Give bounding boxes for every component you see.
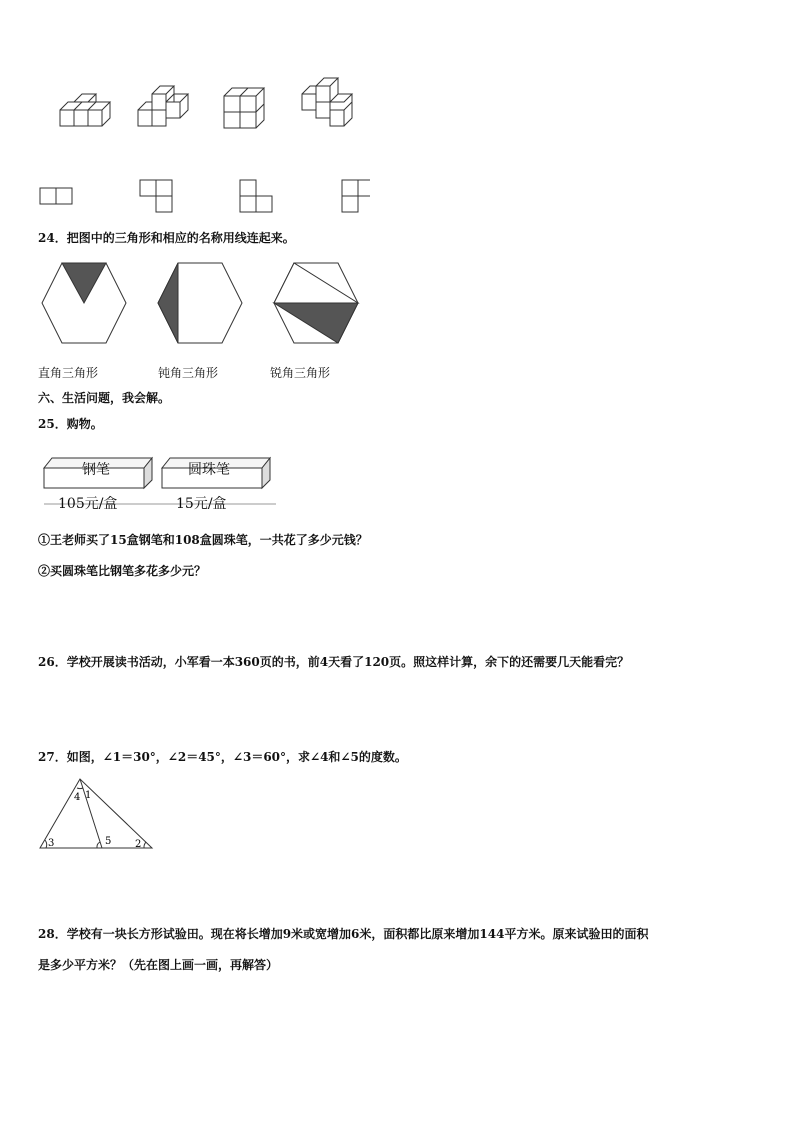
angle-label-1: 1 [85,790,92,801]
triangle-name-obtuse: 钝角三角形 [158,366,219,380]
hexagon-figures [38,260,378,346]
question-number: 27． [38,750,67,764]
triangle-name-acute: 锐角三角形 [270,366,331,380]
question-number: 25． [38,417,67,431]
question-number: 26． [38,655,67,669]
question-number: 24． [38,231,67,245]
question-26 [38,654,629,670]
cube-figure-1 [60,94,110,126]
question-text: 学校开展读书活动，小军看一本360页的书，前4天看了120页。照这样计算，余下的还需要几天能看完？ [66,655,630,669]
ballpen-name: 圆珠笔 [188,462,230,478]
angle-label-2: 2 [135,839,142,850]
hexagon-1 [42,263,126,343]
question-25-sub-2 [38,563,206,579]
question-25 [38,416,103,432]
angle-label-4: 4 [74,792,81,803]
question-25-sub-1 [38,532,368,548]
cube-figure-3 [224,88,264,128]
angle-label-5: 5 [105,836,112,847]
triangle-figure [36,776,156,852]
sub-marker: ② [38,564,51,578]
question-text: 把图中的三角形和相应的名称用线连起来。 [66,231,295,245]
pen-name: 钢笔 [82,462,110,478]
question-24 [38,230,295,246]
triangle-name-right: 直角三角形 [38,366,99,380]
hexagon-2 [158,263,242,343]
cube-figure-4 [302,78,352,126]
sub-text: 王老师买了15盒钢笔和108盒圆珠笔，一共花了多少元钱？ [50,533,368,547]
sub-marker: ① [38,533,51,547]
question-text: 如图，∠1＝30°，∠2＝45°，∠3＝60°，求∠4和∠5的度数。 [66,750,407,764]
question-27 [38,749,407,765]
question-number: 28． [38,927,67,941]
question-28-line-1 [38,926,648,942]
section-6-title: 六、生活问题，我会解。 [38,391,171,405]
ballpen-price: 15元/盒 [176,496,227,512]
cube-figure-2 [138,86,188,126]
pen-price: 105元/盒 [58,496,118,512]
question-28-line-2: 是多少平方米？（先在图上画一画，再解答） [38,958,279,972]
angle-label-3: 3 [48,838,55,849]
question-text: 购物。 [66,417,103,431]
sub-text: 买圆珠笔比钢笔多花多少元？ [50,564,207,578]
view-figures [40,180,370,212]
question-text: 学校有一块长方形试验田。现在将长增加9米或宽增加6米，面积都比原来增加144平方米。原来试验田的面积 [66,927,649,941]
hexagon-3 [274,263,358,343]
cube-figures [30,70,370,220]
